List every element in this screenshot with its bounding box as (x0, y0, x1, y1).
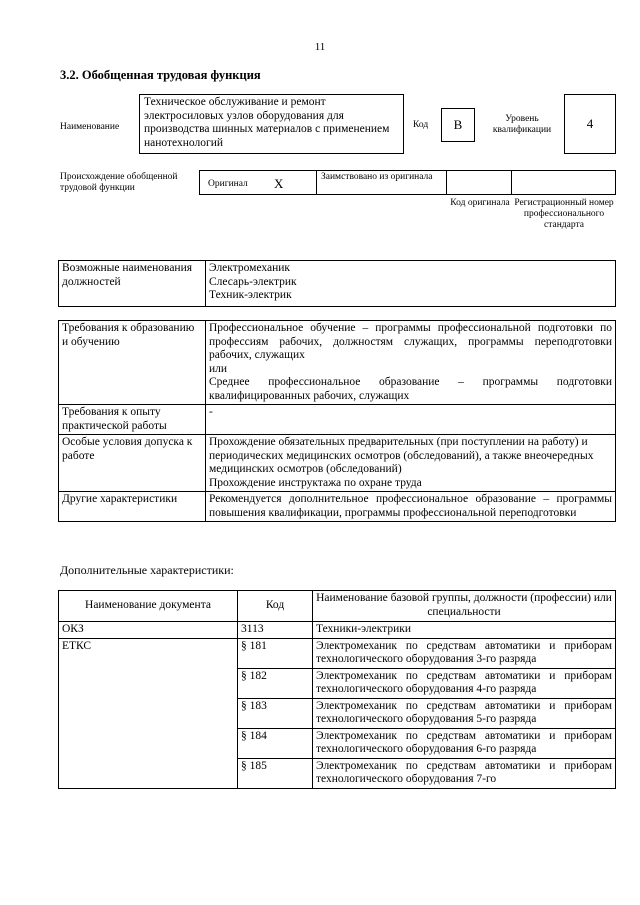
level-label: Уровень квалификации (492, 114, 552, 135)
position-item: Электромеханик (209, 262, 290, 274)
requirement-value (206, 492, 616, 522)
requirement-row (59, 321, 616, 405)
header-doc: Наименование документа (59, 591, 238, 622)
additional-title: Дополнительные характеристики: (60, 563, 234, 577)
additional-table (58, 590, 616, 789)
etks-name: Электромеханик по средствам автоматики и приборам технологического оборудования 5-го разряда (313, 698, 616, 728)
level-value: 4 (564, 94, 616, 154)
requirement-row (59, 492, 616, 522)
header-row (59, 591, 616, 622)
etks-code: § 182 (238, 668, 313, 698)
section-title: 3.2. Обобщенная трудовая функция (60, 68, 261, 82)
requirement-line: - (209, 406, 213, 418)
header-name: Наименование базовой группы, должности (профессии) или специальности (313, 591, 616, 622)
okz-name: Техники-электрики (313, 622, 616, 639)
code-label: Код (413, 120, 429, 130)
table-row (59, 622, 616, 639)
original-mark: X (274, 176, 284, 191)
page-number: 11 (314, 41, 326, 53)
etks-code: § 184 (238, 728, 313, 758)
function-name-value: Техническое обслуживание и ремонт электросиловых узлов оборудования для производства шинных материалов с применением нанотехнологий (139, 94, 404, 154)
borrowed-label: Заимствовано из оригинала (321, 172, 433, 182)
okz-code: 3113 (238, 622, 313, 639)
requirement-label: Другие характеристики (59, 492, 206, 522)
requirement-line: Рекомендуется дополнительное профессиональное образование – программы повышения квалификации, программы профессиональной переподготовки (209, 493, 612, 519)
etks-doc: ЕТКС (59, 638, 238, 788)
requirement-label: Требования к опыту практической работы (59, 405, 206, 435)
requirement-value (206, 405, 616, 435)
requirements-table (58, 320, 616, 522)
etks-name: Электромеханик по средствам автоматики и приборам технологического оборудования 7-го (313, 758, 616, 788)
origin-label: Происхождение обобщенной трудовой функции (60, 172, 178, 193)
requirement-line: Прохождение обязательных предварительных (при поступлении на работу) и периодических медицинских осмотров (обследований), а также внеочередных медицинских осмотров (обследований) (209, 436, 594, 475)
reg-number-label: Регистрационный номер профессионального стандарта (514, 198, 614, 230)
requirement-value (206, 321, 616, 405)
etks-code: § 181 (238, 638, 313, 668)
position-item: Техник-электрик (209, 289, 292, 301)
table-row (59, 638, 616, 668)
positions-list (206, 261, 616, 307)
code-value: В (441, 108, 475, 142)
requirement-row (59, 405, 616, 435)
requirement-line: Среднее профессиональное образование – программы подготовки квалифицированных рабочих, служащих (209, 376, 612, 402)
requirement-value (206, 435, 616, 492)
etks-name: Электромеханик по средствам автоматики и приборам технологического оборудования 6-го разряда (313, 728, 616, 758)
requirement-label: Особые условия допуска к работе (59, 435, 206, 492)
etks-name: Электромеханик по средствам автоматики и приборам технологического оборудования 3-го разряда (313, 638, 616, 668)
header-code: Код (238, 591, 313, 622)
requirement-line: или (209, 362, 228, 375)
positions-table (58, 260, 616, 307)
code-original-label: Код оригинала (450, 198, 510, 208)
positions-label: Возможные наименования должностей (59, 261, 206, 307)
requirement-row (59, 435, 616, 492)
requirement-line: Профессиональное обучение – программы профессиональной подготовки по профессиям рабочих, должностям служащих, программы переподготовки рабочих, служащих (209, 322, 612, 361)
etks-code: § 185 (238, 758, 313, 788)
etks-code: § 183 (238, 698, 313, 728)
okz-doc: ОКЗ (59, 622, 238, 639)
etks-name: Электромеханик по средствам автоматики и приборам технологического оборудования 4-го разряда (313, 668, 616, 698)
position-item: Слесарь-электрик (209, 275, 297, 288)
requirement-line: Прохождение инструктажа по охране труда (209, 476, 422, 489)
original-label: Оригинал (208, 179, 248, 189)
name-label: Наименование (60, 122, 120, 132)
requirement-label: Требования к образованию и обучению (59, 321, 206, 405)
